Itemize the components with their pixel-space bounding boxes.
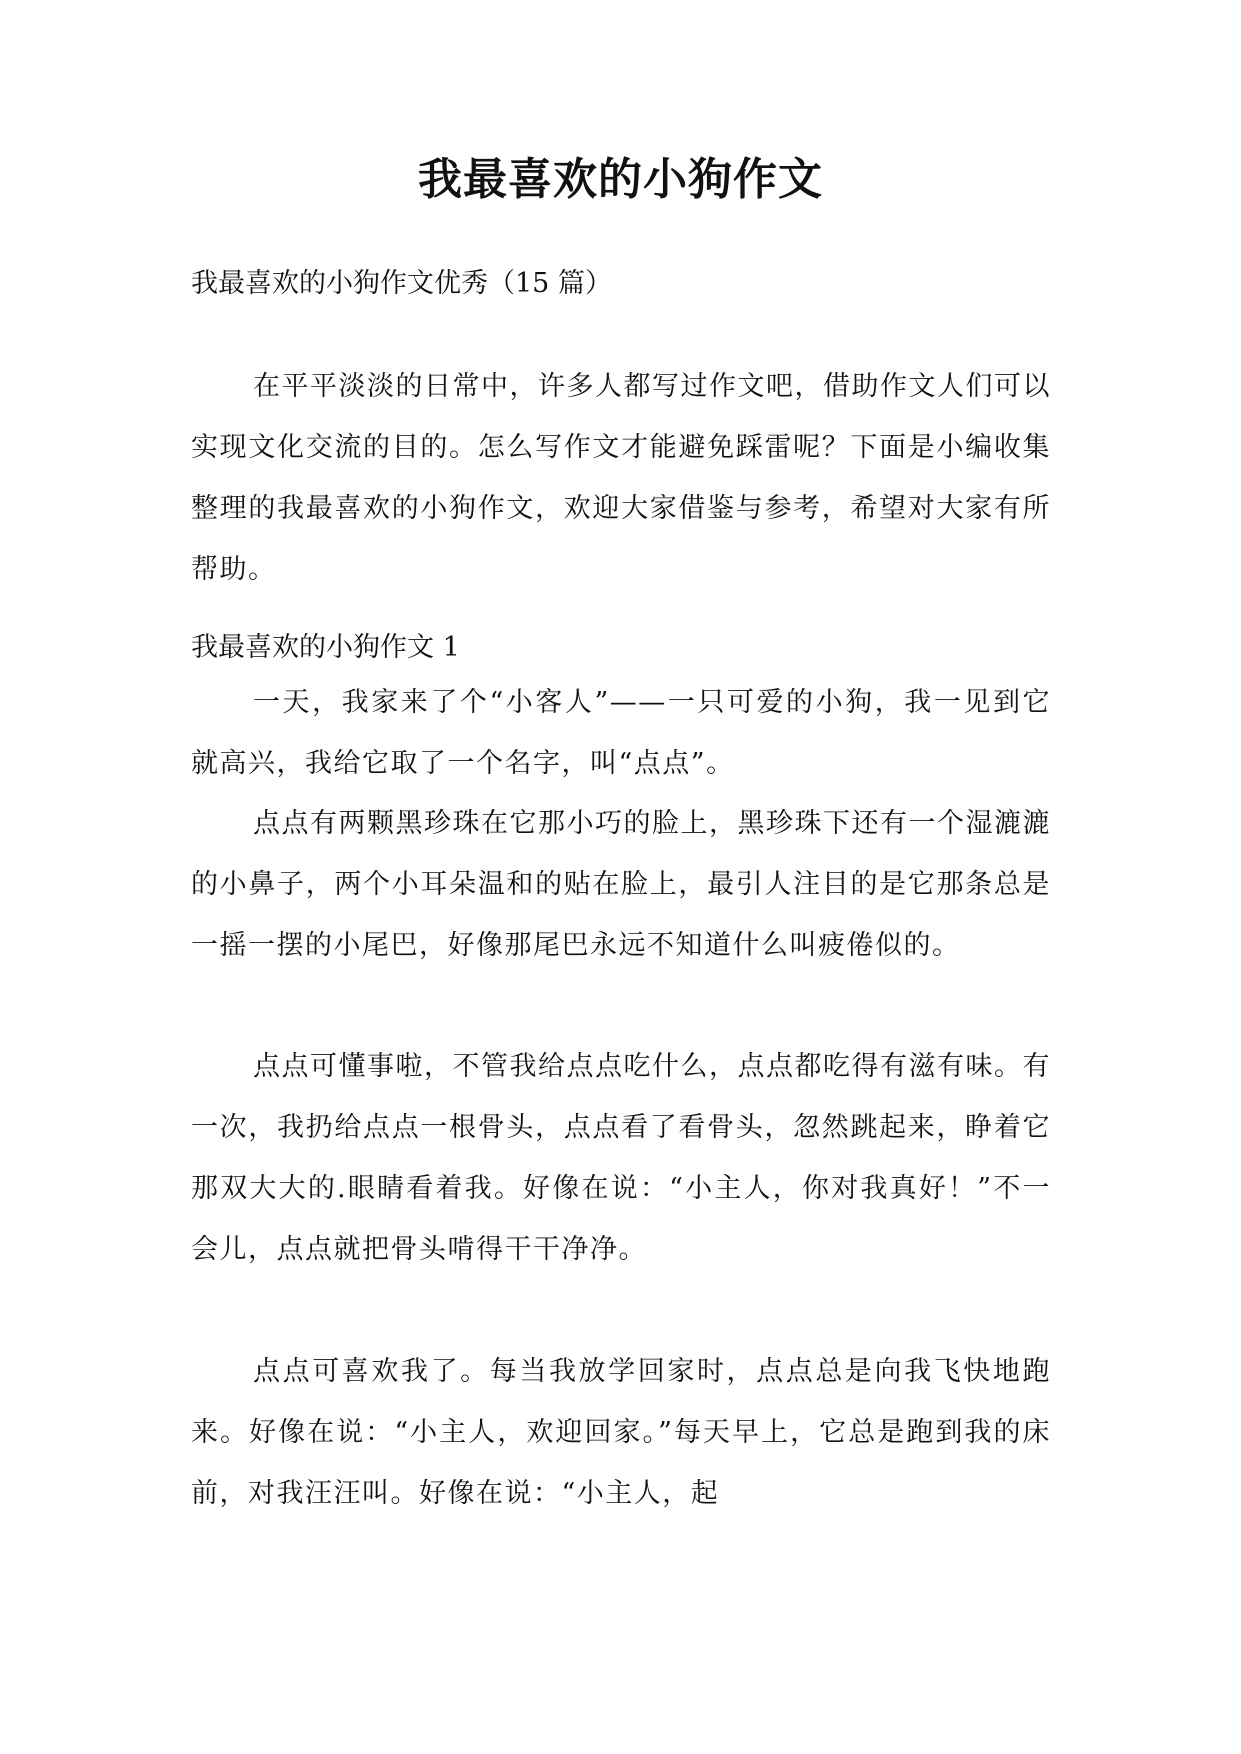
document-title: 我最喜欢的小狗作文 <box>418 154 823 205</box>
section-heading: 我最喜欢的小狗作文 1 <box>191 632 460 663</box>
body-paragraph: 点点可喜欢我了。每当我放学回家时，点点总是向我飞快地跑来。好像在说：“小主人，欢迎回家。”每天早上，它总是跑到我的床前，对我汪汪叫。好像在说：“小主人，起 <box>191 1356 1051 1509</box>
body-paragraph: 点点有两颗黑珍珠在它那小巧的脸上，黑珍珠下还有一个湿漉漉的小鼻子，两个小耳朵温和的贴在脸上，最引人注目的是它那条总是一摇一摆的小尾巴，好像那尾巴永远不知道什么叫疲倦似的。 <box>191 808 1051 961</box>
body-paragraph: 点点可懂事啦，不管我给点点吃什么，点点都吃得有滋有味。有一次，我扔给点点一根骨头，点点看了看骨头，忽然跳起来，睁着它那双大大的.眼睛看着我。好像在说：“小主人，你对我真好！”不一会儿，点点就把骨头啃得干干净净。 <box>191 1051 1051 1265</box>
body-paragraph: 一天，我家来了个“小客人”——一只可爱的小狗，我一见到它就高兴，我给它取了一个名字，叫“点点”。 <box>191 687 1051 779</box>
document-subtitle: 我最喜欢的小狗作文优秀（15 篇） <box>191 268 612 299</box>
intro-paragraph: 在平平淡淡的日常中，许多人都写过作文吧，借助作文人们可以实现文化交流的目的。怎么写作文才能避免踩雷呢？下面是小编收集整理的我最喜欢的小狗作文，欢迎大家借鉴与参考，希望对大家有所帮助。 <box>191 371 1051 585</box>
